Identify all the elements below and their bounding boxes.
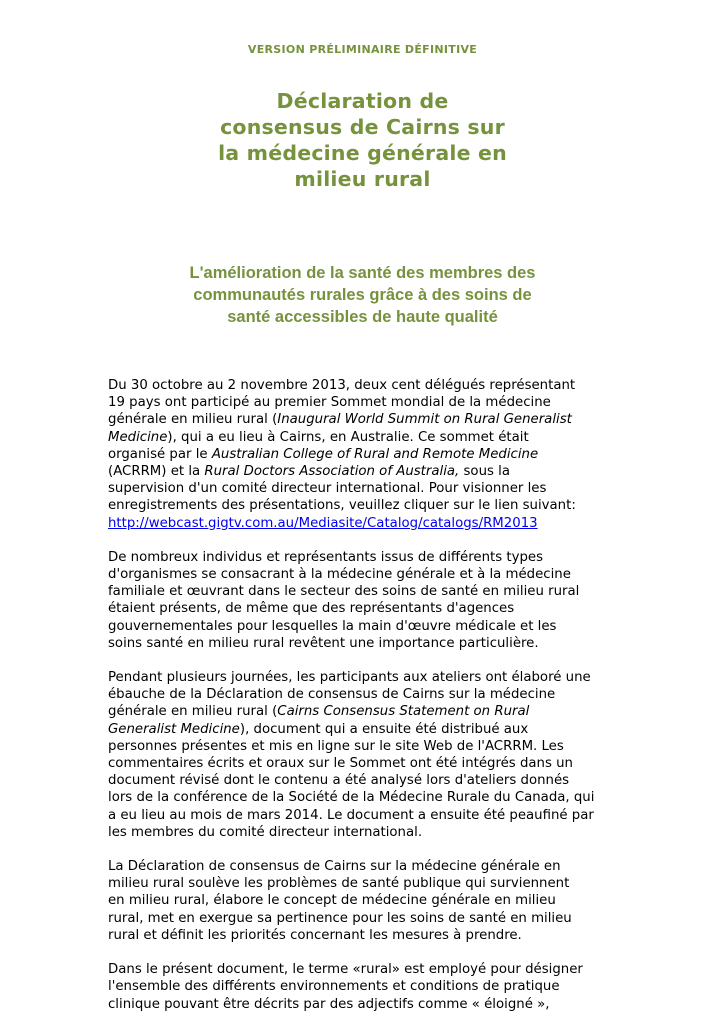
paragraph-workshops: [108, 669, 628, 841]
italic-text: Cairns Consensus Statement on Rural: [277, 704, 530, 720]
text-line: supervision d'un comité directeur international. Pour visionner les: [108, 481, 547, 497]
text-line: document révisé dont le contenu a été analysé lors d'ateliers donnés: [108, 773, 570, 789]
text-line: De nombreux individus et représentants issus de différents types: [108, 549, 544, 565]
text-line: Pendant plusieurs journées, les participants aux ateliers ont élaboré une: [108, 670, 591, 686]
text-line: rural, met en exergue sa pertinence pour les soins de santé en milieu: [108, 910, 572, 926]
text-line: Dans le présent document, le terme «rural» est employé pour désigner: [108, 962, 583, 978]
document-title: [150, 88, 575, 192]
text-line: Du 30 octobre au 2 novembre 2013, deux cent délégués représentant: [108, 378, 576, 393]
text-run: sous la: [459, 464, 510, 480]
title-line: milieu rural: [294, 167, 431, 191]
text-line: soins santé en milieu rural revêtent une importance particulière.: [108, 635, 539, 651]
text-line: La Déclaration de consensus de Cairns sur la médecine générale en: [108, 859, 561, 875]
title-line: consensus de Cairns sur: [220, 115, 505, 139]
text-line: en milieu rural, élabore le concept de médecine générale en milieu: [108, 893, 556, 909]
document-subtitle: [150, 262, 575, 328]
text-line: milieu rural soulève les problèmes de santé publique qui surviennent: [108, 876, 570, 892]
document-body: [108, 377, 628, 1030]
italic-text: Australian College of Rural and Remote Medicine: [211, 446, 539, 462]
subtitle-line: communautés rurales grâce à des soins de: [193, 286, 532, 304]
text-line: gouvernementales pour lesquelles la main d'œuvre médicale et les: [108, 618, 557, 634]
title-line: Déclaration de: [276, 89, 449, 113]
text-line: les membres du comité directeur international.: [108, 824, 423, 840]
subtitle-line: santé accessibles de haute qualité: [227, 308, 498, 326]
text-line: commentaires écrits et oraux sur le Sommet ont été intégrés dans un: [108, 756, 573, 772]
text-line: [108, 515, 628, 532]
text-line: [108, 429, 628, 446]
text-line: ébauche de la Déclaration de consensus de Cairns sur la médecine: [108, 687, 556, 703]
text-line: 19 pays ont participé au premier Sommet mondial de la médecine: [108, 395, 551, 411]
italic-text: Rural Doctors Association of Australia,: [204, 464, 460, 480]
text-line: [108, 463, 628, 480]
text-run: générale en milieu rural (: [108, 412, 278, 428]
webcast-link[interactable]: http://webcast.gigtv.com.au/Mediasite/Catalog/catalogs/RM2013: [108, 515, 538, 531]
subtitle-line: L'amélioration de la santé des membres des: [189, 264, 536, 282]
paragraph-summit: [108, 377, 628, 532]
italic-text: Inaugural World Summit on Rural Generalist: [277, 412, 572, 428]
text-line: [108, 721, 628, 738]
text-run: (ACRRM) et la: [108, 464, 205, 480]
text-line: [108, 446, 628, 463]
paragraph-declaration: [108, 858, 628, 944]
title-line: la médecine générale en: [218, 141, 507, 165]
text-line: lors de la conférence de la Société de la Médecine Rurale du Canada, qui: [108, 790, 595, 806]
text-line: étaient présents, de même que des représentants d'agences: [108, 601, 515, 617]
paragraph-rural-term: [108, 961, 628, 1013]
text-line: clinique pouvant être décrits par des adjectifs comme « éloigné »,: [108, 996, 550, 1012]
text-line: [108, 703, 628, 720]
italic-text: Medicine: [108, 429, 168, 445]
text-run: générale en milieu rural (: [108, 704, 278, 720]
version-header: VERSION PRÉLIMINAIRE DÉFINITIVE: [247, 43, 478, 56]
text-run: organisé par le: [108, 446, 212, 462]
text-line: [108, 411, 628, 428]
italic-text: Generalist Medicine: [108, 721, 240, 737]
text-line: d'organismes se consacrant à la médecine générale et à la médecine: [108, 567, 571, 583]
text-line: a eu lieu au mois de mars 2014. Le document a ensuite été peaufiné par: [108, 807, 594, 823]
text-line: enregistrements des présentations, veuillez cliquer sur le lien suivant:: [108, 498, 576, 514]
text-line: rural et définit les priorités concernant les mesures à prendre.: [108, 927, 522, 943]
text-line: familiale et œuvrant dans le secteur des soins de santé en milieu rural: [108, 584, 580, 600]
text-run: ), document qui a ensuite été distribué aux: [239, 721, 529, 737]
text-line: l'ensemble des différents environnements et conditions de pratique: [108, 979, 560, 995]
text-run: ), qui a eu lieu à Cairns, en Australie. Ce sommet était: [167, 429, 529, 445]
paragraph-participants: [108, 549, 628, 652]
text-line: personnes présentes et mis en ligne sur le site Web de l'ACRRM. Les: [108, 738, 564, 754]
